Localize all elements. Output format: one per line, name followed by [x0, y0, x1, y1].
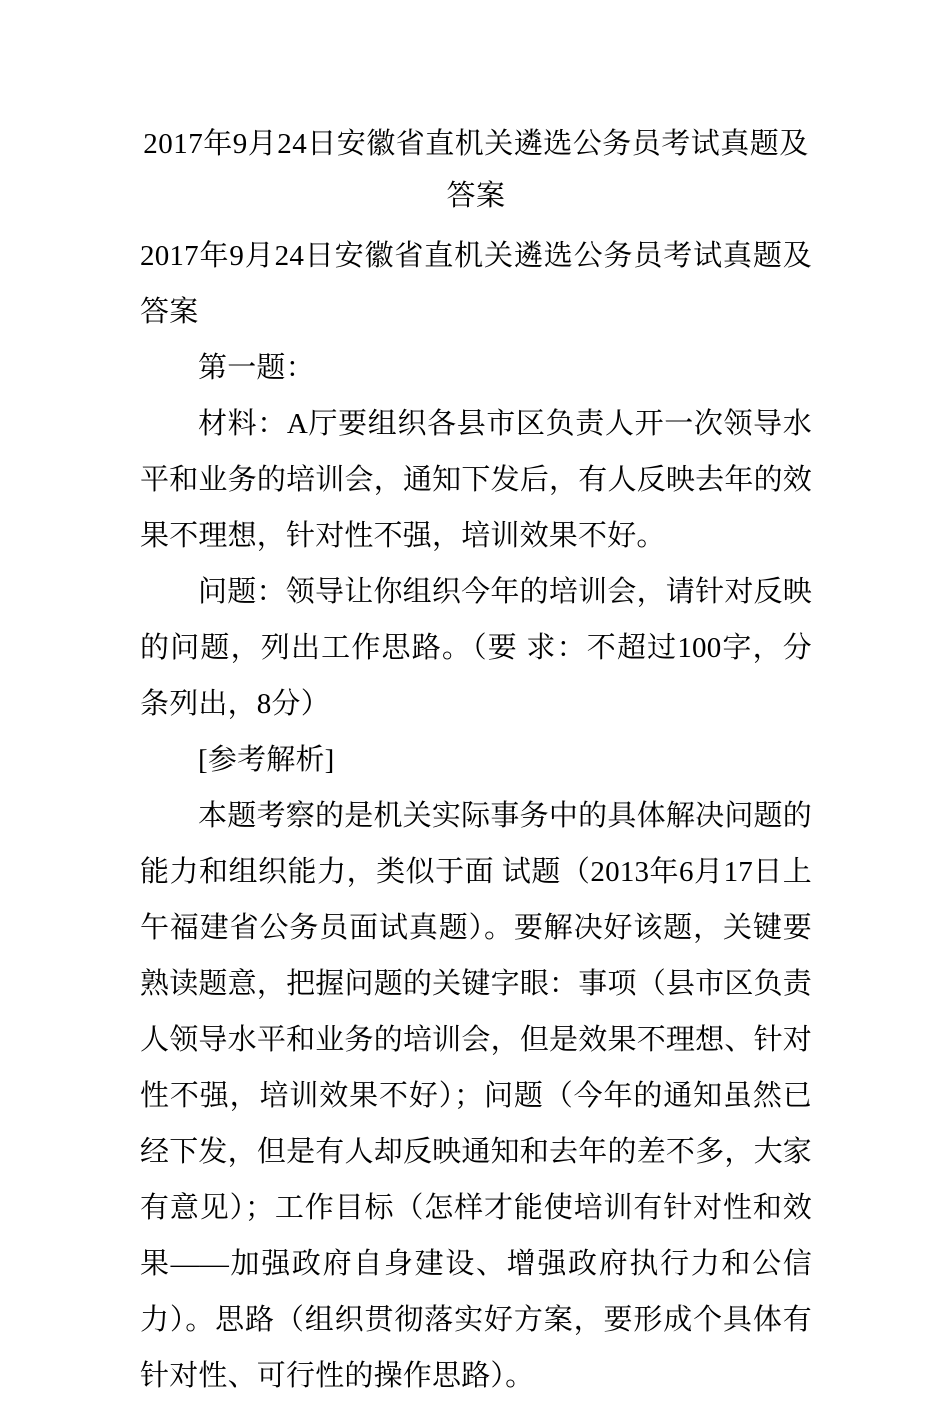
page-title: 2017年9月24日安徽省直机关遴选公务员考试真题及答案 [143, 128, 809, 212]
paragraph-question: 问题：领导让你组织今年的培训会，请针对反映的问题，列出工作思路。（要 求：不超过100字，分条列出，8分） [140, 576, 812, 720]
paragraph-heading-repeat: 2017年9月24日安徽省直机关遴选公务员考试真题及答案 [140, 240, 812, 328]
paragraph-material: 材料：A厅要组织各县市区负责人开一次领导水平和业务的培训会，通知下发后，有人反映去年的效果不理想，针对性不强，培训效果不好。 [140, 408, 812, 552]
paragraph-question-number: 第一题： [198, 352, 315, 384]
paragraph-analysis-label: [参考解析] [198, 744, 335, 776]
paragraph-analysis-body: 本题考察的是机关实际事务中的具体解决问题的能力和组织能力，类似于面 试题（2013年6月17日上午福建省公务员面试真题）。要解决好该题，关键要熟读题意，把握问题的关键字眼：事项（县市区负责人领导水平和业务的培训会，但是效果不理想、针对性不强，培训效果不好）；问题（今年的通知虽然已经下发，但是有人却反映通知和去年的差不多，大家有意见）；工作目标（怎样才能使培训有针对性和效果——加强政府自身建设、增强政府执行力和公信力）。思路（组织贯彻落实好方案，要形成个具体有针对性、可行性的操作思路）。 [140, 800, 812, 1392]
